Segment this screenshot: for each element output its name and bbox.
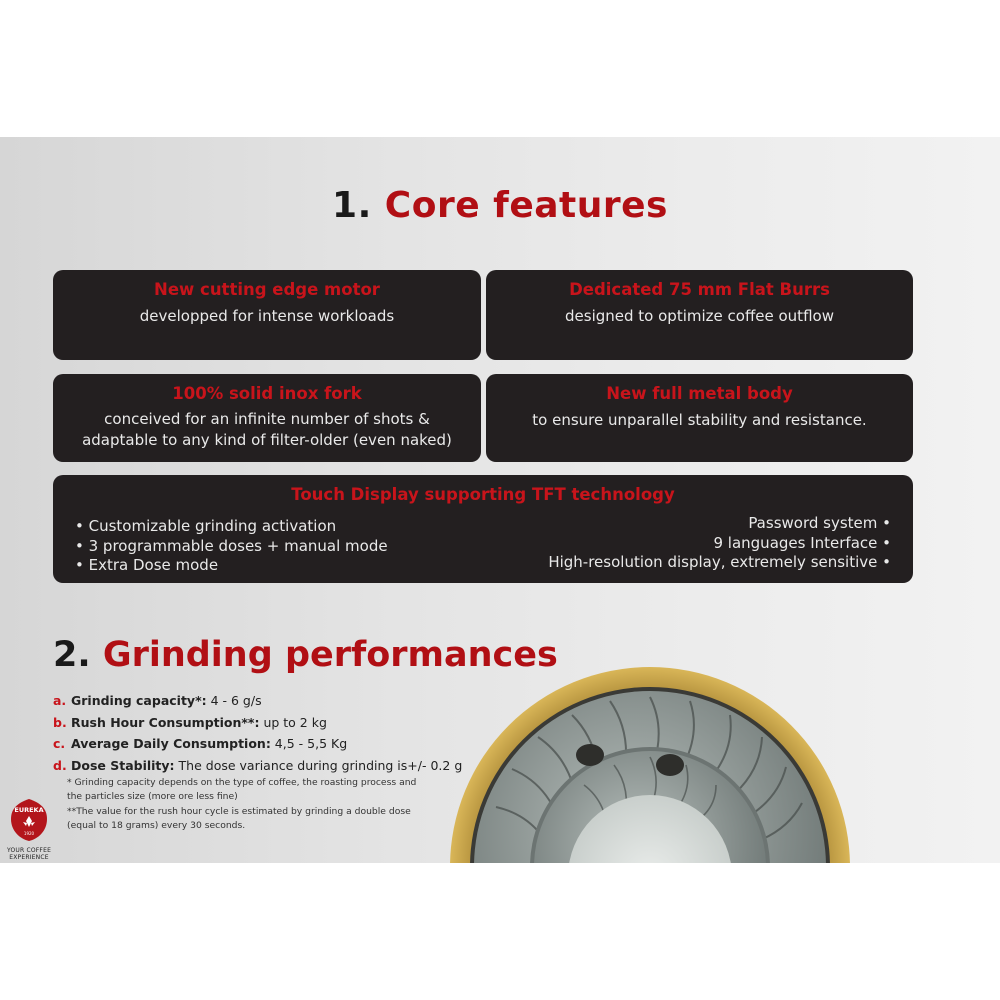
feature-sheet bbox=[0, 137, 1000, 863]
list-item: • Extra Dose mode bbox=[75, 556, 219, 574]
section-1-heading bbox=[0, 185, 1000, 226]
item-letter: a. bbox=[53, 693, 67, 708]
feature-desc: to ensure unparallel stability and resistance. bbox=[532, 411, 867, 429]
feature-box-burrs bbox=[486, 270, 913, 360]
feature-box-body bbox=[486, 374, 913, 462]
list-item: Password system • bbox=[748, 514, 891, 532]
display-title: Touch Display supporting TFT technology bbox=[291, 485, 675, 504]
feature-title: New full metal body bbox=[606, 384, 793, 403]
logo-brand: EUREKA bbox=[14, 806, 44, 814]
footnote: * Grinding capacity depends on the type of coffee, the roasting process and bbox=[67, 776, 417, 788]
section-2-heading bbox=[53, 635, 558, 675]
item-value: The dose variance during grinding is+/- 0.2 g bbox=[174, 757, 463, 773]
feature-box-display bbox=[53, 475, 913, 583]
feature-title: New cutting edge motor bbox=[154, 280, 380, 299]
performance-item bbox=[53, 736, 473, 758]
item-letter: b. bbox=[53, 714, 67, 730]
feature-title: Dedicated 75 mm Flat Burrs bbox=[569, 280, 830, 299]
feature-desc: designed to optimize coffee outflow bbox=[565, 307, 834, 325]
footnote: **The value for the rush hour cycle is estimated by grinding a double dose bbox=[67, 805, 411, 817]
list-item: • 3 programmable doses + manual mode bbox=[75, 536, 388, 555]
feature-box-fork bbox=[53, 374, 481, 462]
list-item: • Customizable grinding activation bbox=[75, 517, 337, 535]
flat-burr-image bbox=[440, 657, 1000, 863]
logo-tagline-2: EXPERIENCE bbox=[9, 854, 49, 861]
item-label: Dose Stability: bbox=[70, 757, 175, 773]
item-label: Rush Hour Consumption**: bbox=[70, 714, 260, 730]
section-1-title: Core features bbox=[384, 185, 668, 226]
item-value: up to 2 kg bbox=[259, 714, 327, 730]
item-label: Grinding capacity*: bbox=[70, 693, 207, 708]
item-value: 4 - 6 g/s bbox=[206, 693, 262, 708]
feature-desc: developped for intense workloads bbox=[139, 307, 395, 325]
section-2-title: Grinding performances bbox=[102, 635, 558, 675]
performance-item bbox=[53, 758, 473, 776]
display-right-list bbox=[548, 514, 891, 573]
logo-tagline-1: YOUR COFFEE bbox=[6, 847, 52, 854]
performance-list bbox=[53, 693, 473, 834]
feature-desc-line-2: adaptable to any kind of filter-older (even naked) bbox=[82, 431, 452, 449]
feature-desc-line-1: conceived for an infinite number of shots & bbox=[104, 410, 430, 428]
performance-item bbox=[53, 693, 473, 715]
list-item: 9 languages Interface • bbox=[713, 533, 891, 552]
eureka-shield-icon bbox=[8, 797, 50, 843]
eureka-logo bbox=[6, 797, 52, 861]
list-item: High-resolution display, extremely sensitive • bbox=[548, 553, 891, 571]
item-label: Average Daily Consumption: bbox=[70, 736, 271, 751]
item-value: 4,5 - 5,5 Kg bbox=[270, 736, 348, 751]
footnote: the particles size (more ore less fine) bbox=[67, 791, 238, 802]
section-1-number: 1. bbox=[332, 185, 372, 226]
item-letter: d. bbox=[53, 757, 67, 773]
feature-title: 100% solid inox fork bbox=[172, 384, 362, 403]
footnote: (equal to 18 grams) every 30 seconds. bbox=[67, 820, 246, 831]
performance-item bbox=[53, 715, 473, 737]
item-letter: c. bbox=[53, 736, 66, 751]
section-2-number: 2. bbox=[53, 635, 91, 675]
feature-box-motor bbox=[53, 270, 481, 360]
logo-year: 1920 bbox=[23, 831, 35, 836]
display-left-list bbox=[75, 517, 388, 576]
